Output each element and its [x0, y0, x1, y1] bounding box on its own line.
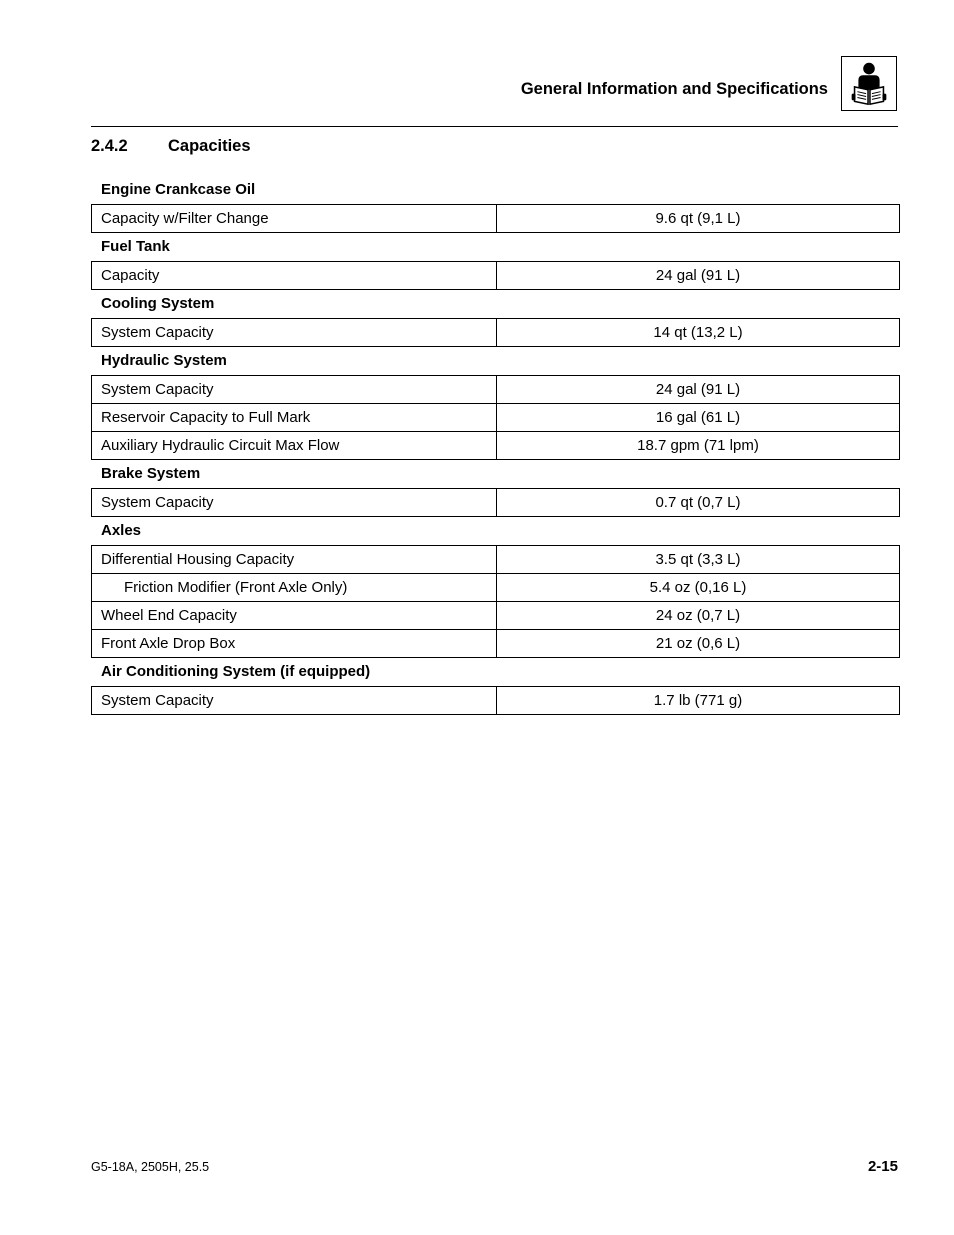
spec-table — [91, 488, 900, 517]
spec-group-title: Fuel Tank — [101, 238, 170, 255]
section-title: Capacities — [168, 137, 251, 155]
spec-value: 5.4 oz (0,16 L) — [497, 574, 900, 602]
spec-label: Differential Housing Capacity — [92, 546, 497, 574]
spec-label: Front Axle Drop Box — [92, 630, 497, 658]
spec-table — [91, 204, 900, 233]
spec-group-title: Engine Crankcase Oil — [101, 181, 256, 198]
spec-label: Capacity — [92, 262, 497, 290]
spec-label: System Capacity — [92, 376, 497, 404]
spec-group-title: Axles — [101, 522, 142, 539]
section-heading — [91, 136, 251, 156]
spec-row — [92, 432, 900, 460]
spec-group-title: Brake System — [101, 465, 201, 482]
spec-row — [92, 489, 900, 517]
spec-label: Friction Modifier (Front Axle Only) — [92, 574, 497, 602]
spec-value: 3.5 qt (3,3 L) — [497, 546, 900, 574]
spec-group-title: Hydraulic System — [101, 352, 227, 369]
spec-value: 9.6 qt (9,1 L) — [497, 205, 900, 233]
spec-table — [91, 375, 900, 460]
spec-label: Capacity w/Filter Change — [92, 205, 497, 233]
spec-value: 0.7 qt (0,7 L) — [497, 489, 900, 517]
page-header-title: General Information and Specifications — [520, 80, 828, 98]
spec-row — [92, 546, 900, 574]
spec-group-title: Air Conditioning System (if equipped) — [101, 663, 371, 680]
spec-table — [91, 318, 900, 347]
spec-table — [91, 686, 900, 715]
spec-value: 24 gal (91 L) — [497, 262, 900, 290]
page-number: 2-15 — [867, 1158, 898, 1175]
spec-label: Wheel End Capacity — [92, 602, 497, 630]
spec-value: 18.7 gpm (71 lpm) — [497, 432, 900, 460]
spec-row — [92, 630, 900, 658]
spec-table — [91, 545, 900, 658]
header-divider — [91, 126, 898, 127]
spec-table — [91, 261, 900, 290]
spec-label: Auxiliary Hydraulic Circuit Max Flow — [92, 432, 497, 460]
spec-row — [92, 262, 900, 290]
spec-label: System Capacity — [92, 489, 497, 517]
section-number: 2.4.2 — [91, 137, 128, 155]
spec-row — [92, 602, 900, 630]
spec-row — [92, 376, 900, 404]
spec-value: 14 qt (13,2 L) — [497, 319, 900, 347]
spec-value: 24 gal (91 L) — [497, 376, 900, 404]
spec-value: 16 gal (61 L) — [497, 404, 900, 432]
spec-value: 24 oz (0,7 L) — [497, 602, 900, 630]
spec-row — [92, 404, 900, 432]
capacities-spec-list — [91, 176, 900, 715]
spec-row — [92, 205, 900, 233]
spec-value: 21 oz (0,6 L) — [497, 630, 900, 658]
spec-label: System Capacity — [92, 687, 497, 715]
spec-row — [92, 319, 900, 347]
spec-group-title: Cooling System — [101, 295, 215, 312]
spec-label: System Capacity — [92, 319, 497, 347]
operator-reading-manual-icon — [841, 56, 897, 111]
document-code: G5-18A, 2505H, 25.5 — [91, 1160, 210, 1174]
spec-row — [92, 687, 900, 715]
spec-label: Reservoir Capacity to Full Mark — [92, 404, 497, 432]
spec-row — [92, 574, 900, 602]
spec-value: 1.7 lb (771 g) — [497, 687, 900, 715]
